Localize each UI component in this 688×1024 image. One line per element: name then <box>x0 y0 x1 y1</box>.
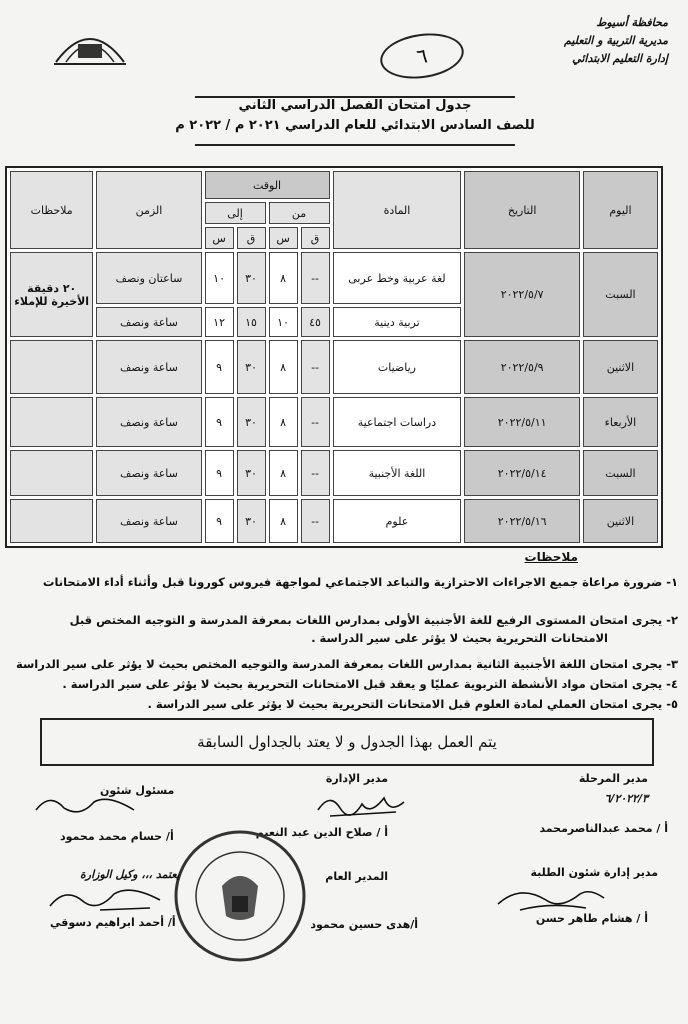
from-minute-cell: -- <box>301 450 330 496</box>
duration-cell: ساعتان ونصف <box>96 252 201 304</box>
general-director-name: أ/هدى حسين محمود <box>310 918 418 931</box>
to-minute-cell: ٣٠ <box>237 397 266 447</box>
admin-director-signature <box>310 788 410 822</box>
table-row <box>10 340 658 394</box>
header-to-hour: س <box>205 227 234 249</box>
note-item: ٥- يجرى امتحان العملي لمادة العلوم قبل الامتحانات التحريرية بحيث لا يؤثر على سير الدراسة . <box>147 697 678 711</box>
to-hour-cell: ٩ <box>205 397 234 447</box>
directorate-label: مديرية التربية و التعليم <box>564 34 668 47</box>
subject-cell: اللغة الأجنبية <box>333 450 462 496</box>
header-day: اليوم <box>583 171 658 249</box>
to-hour-cell: ١٠ <box>205 252 234 304</box>
note-item: ١- ضرورة مراعاة جميع الاجراءات الاحترازية والتباعد الاجتماعي لمواجهة فيروس كورونا قبل وأثناء أداء الامتحانات <box>42 575 678 589</box>
table-row <box>10 252 658 304</box>
header-subject: المادة <box>333 171 462 249</box>
table-row <box>10 499 658 543</box>
day-cell: الاثنين <box>583 340 658 394</box>
to-minute-cell: ١٥ <box>237 307 266 337</box>
day-cell: الأربعاء <box>583 397 658 447</box>
table-row <box>10 397 658 447</box>
title-line-1: جدول امتحان الفصل الدراسي الثاني <box>238 98 472 113</box>
day-cell: السبت <box>583 450 658 496</box>
date-cell: ٢٠٢٢/٥/١٦ <box>464 499 580 543</box>
notes-cell <box>10 340 93 394</box>
student-affairs-signature <box>490 880 610 916</box>
header-notes: ملاحظات <box>10 171 93 249</box>
from-hour-cell: ٨ <box>269 397 298 447</box>
from-minute-cell: -- <box>301 252 330 304</box>
subject-cell: علوم <box>333 499 462 543</box>
from-minute-cell: ٤٥ <box>301 307 330 337</box>
subject-cell: دراسات اجتماعية <box>333 397 462 447</box>
undersecretary-approval: يعتمد ،،، وكيل الوزارة <box>80 868 180 881</box>
duration-cell: ساعة ونصف <box>96 397 201 447</box>
table-row <box>10 450 658 496</box>
stage-director-name: أ / محمد عبدالناصرمحمد <box>539 822 668 835</box>
exam-schedule-table <box>5 166 663 548</box>
schedule-officer-signature <box>30 790 140 820</box>
date-cell: ٢٠٢٢/٥/٧ <box>464 252 580 337</box>
duration-cell: ساعة ونصف <box>96 307 201 337</box>
date-cell: ٢٠٢٢/٥/١٤ <box>464 450 580 496</box>
notes-cell <box>10 397 93 447</box>
schedule-officer-name: أ/ حسام محمد محمود <box>60 830 174 843</box>
header-block <box>518 14 668 68</box>
header-from-minute: ق <box>301 227 330 249</box>
general-director-title: المدير العام <box>325 870 388 883</box>
from-minute-cell: -- <box>301 499 330 543</box>
day-cell: الاثنين <box>583 499 658 543</box>
from-minute-cell: -- <box>301 397 330 447</box>
department-label: إدارة التعليم الابتدائي <box>572 52 668 65</box>
undersecretary-signature <box>40 880 170 916</box>
note-item: ٢- يجرى امتحان المستوى الرفيع للغة الأجنبية الأولى بمدارس اللغات بمعرفة المدرسة و التوجيه المختص قبل <box>69 613 678 627</box>
notes-heading: ملاحظات <box>524 550 578 564</box>
to-hour-cell: ٩ <box>205 450 234 496</box>
admin-director-title: مدير الإدارة <box>325 772 388 785</box>
handwritten-date: ٦/٢٠٢٢/٣ <box>604 792 648 805</box>
to-hour-cell: ٩ <box>205 499 234 543</box>
governorate-label: محافظة أسيوط <box>596 16 668 29</box>
to-hour-cell: ١٢ <box>205 307 234 337</box>
header-date: التاريخ <box>464 171 580 249</box>
to-minute-cell: ٣٠ <box>237 340 266 394</box>
note-item: ٤- يجرى امتحان مواد الأنشطة التربوية عمليًا و يعقد قبل الامتحانات التحريرية بحيث لا يؤثر على سير الدراسة . <box>62 677 678 691</box>
from-hour-cell: ٨ <box>269 450 298 496</box>
subject-cell: تربية دينية <box>333 307 462 337</box>
date-cell: ٢٠٢٢/٥/٩ <box>464 340 580 394</box>
student-affairs-name: أ / هشام طاهر حسن <box>535 912 648 925</box>
schedule-officer-title: مسئول شئون <box>100 784 175 797</box>
undersecretary-name: أ/ أحمد ابراهيم دسوقي <box>50 916 176 929</box>
to-hour-cell: ٩ <box>205 340 234 394</box>
notes-cell <box>10 499 93 543</box>
official-seal <box>170 826 310 966</box>
header-to: إلى <box>205 202 266 224</box>
duration-cell: ساعة ونصف <box>96 499 201 543</box>
from-hour-cell: ٨ <box>269 340 298 394</box>
subject-cell: لغة عربية وخط عربى <box>333 252 462 304</box>
stage-director-title: مدير المرحلة <box>578 772 648 785</box>
validity-banner: يتم العمل بهذا الجدول و لا يعتد بالجداول السابقة <box>40 718 654 766</box>
admin-director-name: أ / صلاح الدين عبد النعيم <box>255 826 388 839</box>
day-cell: السبت <box>583 252 658 337</box>
note-item: ٣- يجرى امتحان اللغة الأجنبية الثانية بمدارس اللغات بمعرفة المدرسة والتوجيه المختص بحيث لا يؤثر على سير الدراسة <box>15 657 678 671</box>
to-minute-cell: ٣٠ <box>237 450 266 496</box>
duration-cell: ساعة ونصف <box>96 340 201 394</box>
subject-cell: رياضيات <box>333 340 462 394</box>
note-item: الامتحانات التحريرية بحيث لا يؤثر على سير الدراسة . <box>311 631 608 645</box>
page-number: ٦ <box>377 28 466 83</box>
from-minute-cell: -- <box>301 340 330 394</box>
to-minute-cell: ٣٠ <box>237 252 266 304</box>
date-cell: ٢٠٢٢/٥/١١ <box>464 397 580 447</box>
from-hour-cell: ٨ <box>269 499 298 543</box>
student-affairs-title: مدير إدارة شئون الطلبة <box>530 866 658 879</box>
header-from-hour: س <box>269 227 298 249</box>
to-minute-cell: ٣٠ <box>237 499 266 543</box>
header-time: الوقت <box>205 171 330 199</box>
header-to-minute: ق <box>237 227 266 249</box>
notes-cell: ٢٠ دقيقة الأخيرة للإملاء <box>10 252 93 337</box>
from-hour-cell: ٨ <box>269 252 298 304</box>
header-from: من <box>269 202 330 224</box>
notes-cell <box>10 450 93 496</box>
duration-cell: ساعة ونصف <box>96 450 201 496</box>
header-duration: الزمن <box>96 171 201 249</box>
title-line-2: للصف السادس الابتدائي للعام الدراسي ٢٠٢١ م / ٢٠٢٢ م <box>175 118 535 133</box>
ministry-logo <box>50 22 130 70</box>
from-hour-cell: ١٠ <box>269 307 298 337</box>
